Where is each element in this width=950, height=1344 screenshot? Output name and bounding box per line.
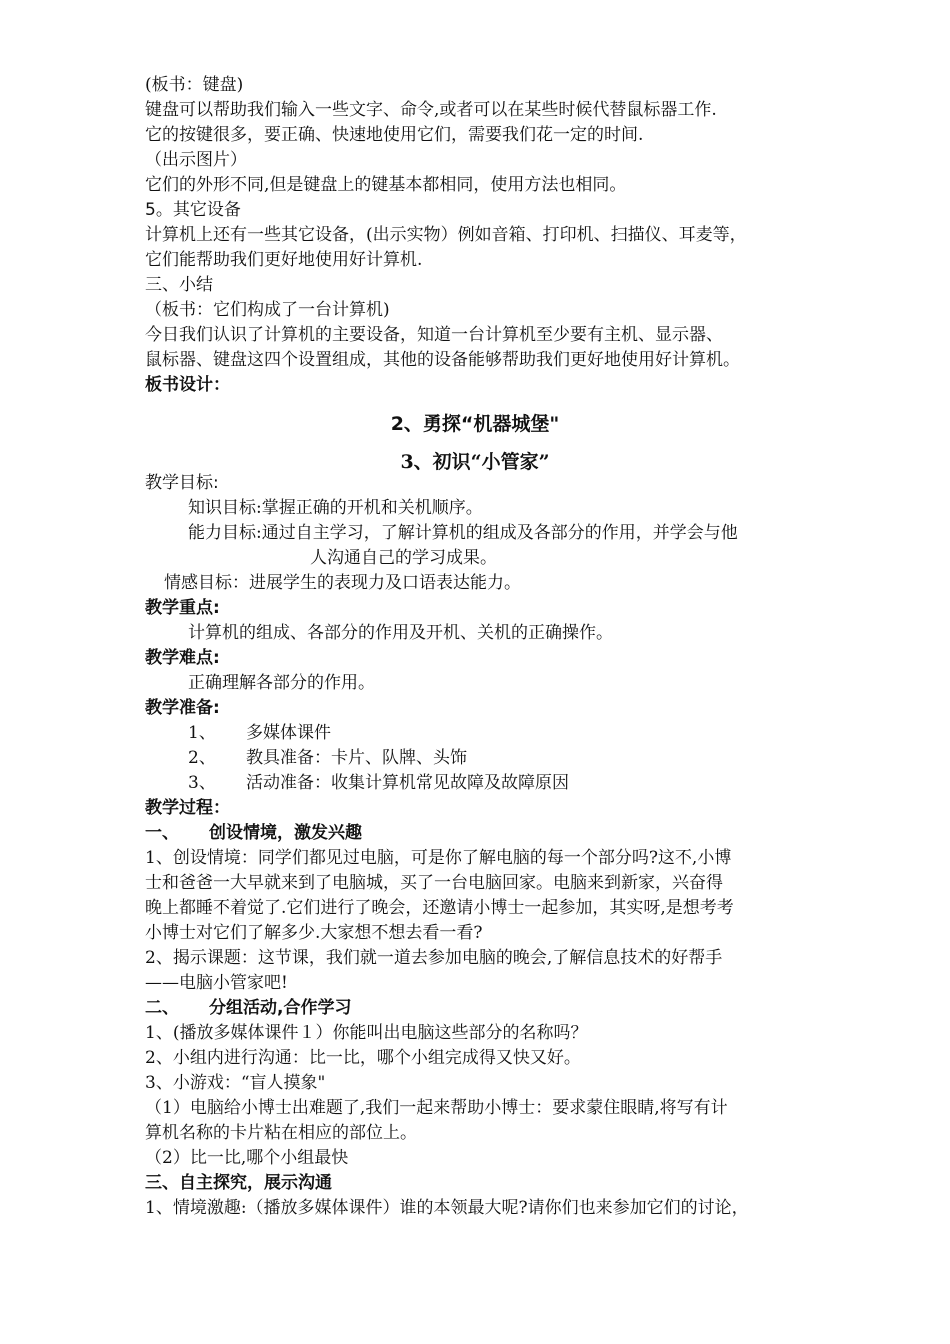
key-points-heading: 教学重点: (145, 598, 220, 618)
text-line: ——电脑小管家吧! (145, 973, 288, 993)
text-line: 鼠标器、键盘这四个设置组成，其他的设备能够帮助我们更好地使用好计算机。 (145, 350, 740, 370)
text-line: （板书：它们构成了一台计算机) (145, 300, 390, 320)
text-line: 今日我们认识了计算机的主要设备，知道一台计算机至少要有主机、显示器、 (145, 325, 723, 345)
process-heading: 教学过程： (145, 798, 230, 818)
key-points-text: 计算机的组成、各部分的作用及开机、关机的正确操作。 (188, 623, 613, 643)
section-title: 分组活动,合作学习 (209, 998, 352, 1018)
text-line: 2、小组内进行沟通：比一比，哪个小组完成得又快又好。 (145, 1048, 581, 1068)
section-one-heading (145, 821, 362, 846)
text-line: 它们的外形不同,但是键盘上的键基本都相同，使用方法也相同。 (145, 175, 627, 195)
text-line: 2、揭示课题：这节课，我们就一道去参加电脑的晚会,了解信息技术的好帮手 (145, 948, 723, 968)
list-item (188, 771, 569, 796)
text-line: （2）比一比,哪个小组最快 (145, 1148, 349, 1168)
lesson-title-2: 2、勇探“机器城堡" (390, 413, 560, 435)
list-text: 活动准备：收集计算机常见故障及故障原因 (246, 773, 569, 793)
list-text: 教具准备：卡片、队牌、头饰 (246, 748, 467, 768)
section-heading: 三、小结 (145, 275, 213, 295)
text-line: （出示图片） (145, 150, 247, 170)
list-text: 多媒体课件 (246, 723, 331, 743)
text-line: 3、小游戏：“盲人摸象" (145, 1073, 326, 1093)
section-number: 二、 (145, 998, 179, 1018)
text-line: 1、情境激趣:（播放多媒体课件）谁的本领最大呢?请你们也来参加它们的讨论， (145, 1198, 749, 1218)
section-number: 一、 (145, 823, 179, 843)
text-line: 小博士对它们了解多少.大家想不想去看一看? (145, 923, 483, 943)
goal-knowledge: 知识目标:掌握正确的开机和关机顺序。 (188, 498, 483, 518)
list-item (188, 721, 331, 746)
goal-ability: 能力目标:通过自主学习，了解计算机的组成及各部分的作用，并学会与他 (188, 523, 738, 543)
goal-emotion: 情感目标：进展学生的表现力及口语表达能力。 (164, 573, 521, 593)
text-line: 它们能帮助我们更好地使用好计算机. (145, 250, 423, 270)
text-line: 算机名称的卡片粘在相应的部位上。 (145, 1123, 417, 1143)
text-line: 1、(播放多媒体课件１）你能叫出电脑这些部分的名称吗？ (145, 1023, 588, 1043)
section-title: 创设情境，激发兴趣 (209, 823, 362, 843)
list-number: 1、 (188, 723, 216, 743)
text-line: 计算机上还有一些其它设备，(出示实物）例如音箱、打印机、扫描仪、耳麦等， (145, 225, 747, 245)
goals-heading: 教学目标: (145, 473, 219, 493)
text-line: 1、创设情境：同学们都见过电脑，可是你了解电脑的每一个部分吗?这不,小博 (145, 848, 732, 868)
board-design-label: 板书设计： (145, 375, 230, 395)
lesson-title-3: 3、初识“小管家” (400, 451, 550, 473)
section-three-heading: 三、自主探究，展示沟通 (145, 1173, 332, 1193)
text-line: 晚上都睡不着觉了.它们进行了晚会，还邀请小博士一起参加，其实呀,是想考考 (145, 898, 734, 918)
preparation-heading: 教学准备: (145, 698, 220, 718)
text-line: （1）电脑给小博士出难题了,我们一起来帮助小博士：要求蒙住眼睛,将写有计 (145, 1098, 728, 1118)
text-line: 士和爸爸一大早就来到了电脑城，买了一台电脑回家。电脑来到新家，兴奋得 (145, 873, 723, 893)
difficulty-text: 正确理解各部分的作用。 (188, 673, 375, 693)
goal-ability-cont: 人沟通自己的学习成果。 (310, 548, 497, 568)
list-item (188, 746, 467, 771)
list-number: 3、 (188, 773, 216, 793)
difficulty-heading: 教学难点: (145, 648, 220, 668)
text-line: 键盘可以帮助我们输入一些文字、命令,或者可以在某些时候代替鼠标器工作. (145, 100, 717, 120)
section-heading: 5。其它设备 (145, 200, 241, 220)
text-line: (板书：键盘) (145, 75, 244, 95)
section-two-heading (145, 996, 351, 1021)
list-number: 2、 (188, 748, 216, 768)
text-line: 它的按键很多，要正确、快速地使用它们，需要我们花一定的时间. (145, 125, 644, 145)
